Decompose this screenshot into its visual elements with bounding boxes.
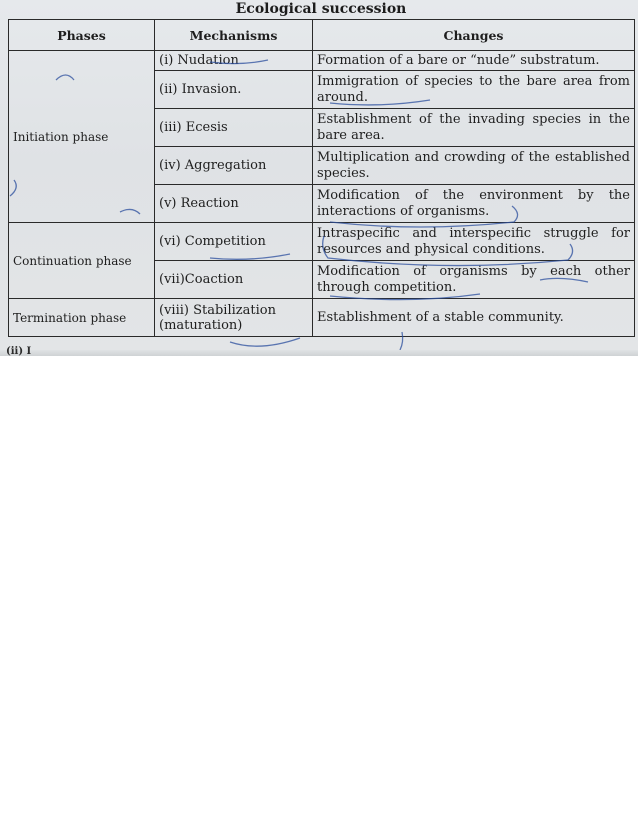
header-changes: Changes — [313, 20, 635, 51]
mechanism-cell: (iv) Aggregation — [155, 147, 313, 185]
mechanism-cell: (i) Nudation — [155, 51, 313, 71]
header-phases: Phases — [9, 20, 155, 51]
table-row — [9, 223, 635, 261]
document-photo — [0, 0, 638, 356]
mechanism-cell: (vii)Coaction — [155, 261, 313, 299]
phase-termination: Termination phase — [9, 299, 155, 337]
change-cell: Multiplication and crowding of the established species. — [313, 147, 635, 185]
mechanism-cell: (vi) Competition — [155, 223, 313, 261]
phase-continuation: Continuation phase — [9, 223, 155, 299]
mechanism-cell: (viii) Stabilization (maturation) — [155, 299, 313, 337]
change-cell: Modification of organisms by each other through competition. — [313, 261, 635, 299]
header-row — [9, 20, 635, 51]
page-cutoff-strip — [0, 350, 638, 356]
mechanism-cell: (iii) Ecesis — [155, 109, 313, 147]
change-cell: Establishment of the invading species in the bare area. — [313, 109, 635, 147]
mechanism-cell: (ii) Invasion. — [155, 71, 313, 109]
header-mechanisms: Mechanisms — [155, 20, 313, 51]
table-row — [9, 51, 635, 71]
table-row — [9, 299, 635, 337]
succession-table — [8, 19, 635, 337]
change-cell: Modification of the environment by the interactions of organisms. — [313, 185, 635, 223]
change-cell: Intraspecific and interspecific struggle for resources and physical conditions. — [313, 223, 635, 261]
mechanism-cell: (v) Reaction — [155, 185, 313, 223]
change-cell: Immigration of species to the bare area from around. — [313, 71, 635, 109]
cutoff-text: (ii) I — [6, 346, 32, 356]
change-cell: Formation of a bare or “nude” substratum. — [313, 51, 635, 71]
table-title: Ecological succession — [235, 1, 407, 17]
change-cell: Establishment of a stable community. — [313, 299, 635, 337]
phase-initiation: Initiation phase — [9, 51, 155, 223]
